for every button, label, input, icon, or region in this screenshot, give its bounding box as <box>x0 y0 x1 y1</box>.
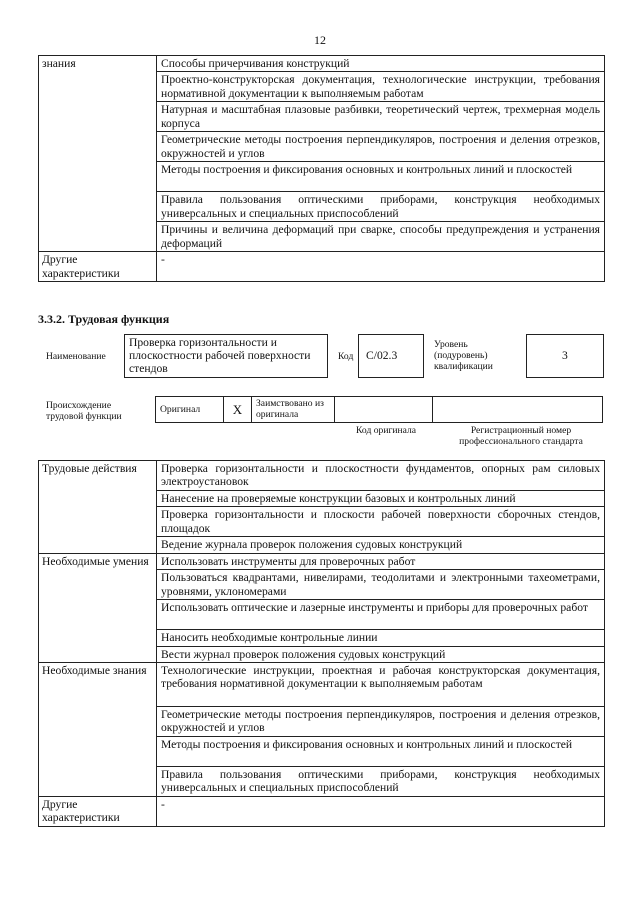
table-row <box>39 663 605 707</box>
table-cell: Нанесение на проверяемые конструкции базовых и контрольных линий <box>157 491 605 507</box>
row-label-knowledge: знания <box>39 56 157 252</box>
table-cell: Геометрические методы построения перпендикуляров, построения и деления отрезков, окружностей и углов <box>157 707 605 737</box>
reg-number-label: Регистрационный номер профессионального стандарта <box>459 425 583 447</box>
page-number: 12 <box>314 33 326 47</box>
table-cell: Вести журнал проверок положения судовых конструкций <box>157 646 605 662</box>
table-cell: Натурная и масштабная плазовые разбивки, теоретический чертеж, трехмерная модель корпуса <box>157 102 605 132</box>
table-row <box>156 397 603 423</box>
table-cell: Причины и величина деформаций при сварке, способы предупреждения и устранения деформаций <box>157 222 605 252</box>
table-cell: - <box>157 252 605 282</box>
level-label: Уровень (подуровень) квалификации <box>434 339 493 372</box>
code-original-label: Код оригинала <box>356 425 417 436</box>
origin-table <box>155 396 603 423</box>
table-cell: Методы построения и фиксирования основных и контрольных линий и плоскостей <box>157 162 605 192</box>
original-mark: X <box>224 397 252 423</box>
table-cell: Использовать оптические и лазерные инструменты и приборы для проверочных работ <box>157 600 605 630</box>
table-row <box>39 252 605 282</box>
row-label-other: Другие характеристики <box>39 252 157 282</box>
level-box <box>526 334 604 378</box>
function-name: Проверка горизонтальности и плоскостности рабочей поверхности стендов <box>129 336 311 375</box>
borrowed-label: Заимствовано из оригинала <box>252 397 335 423</box>
code-label: Код <box>338 351 354 362</box>
original-label: Оригинал <box>156 397 224 423</box>
table-cell: Правила пользования оптическими приборами, конструкция необходимых универсальных и специальных приспособлений <box>157 192 605 222</box>
section-title: 3.3.2. Трудовая функция <box>38 312 170 326</box>
table-cell: Проверка горизонтальности и плоскостности фундаментов, опорных рам силовых электроустановок <box>157 461 605 491</box>
table-cell <box>335 397 433 423</box>
table-cell: Технологические инструкции, проектная и рабочая конструкторская документация, требования нормативной документации к выполняемым работам <box>157 663 605 707</box>
table-cell: Ведение журнала проверок положения судовых конструкций <box>157 537 605 553</box>
table-row <box>39 461 605 491</box>
table-cell: Геометрические методы построения перпендикуляров, построения и деления отрезков, окружностей и углов <box>157 132 605 162</box>
table-cell: Методы построения и фиксирования основных и контрольных линий и плоскостей <box>157 737 605 767</box>
row-label-skills: Необходимые умения <box>39 553 157 662</box>
table-row <box>39 553 605 569</box>
level-value: 3 <box>562 349 568 362</box>
table-cell: Пользоваться квадрантами, нивелирами, теодолитами и электронными тахеометрами, уровнями, уклономерами <box>157 570 605 600</box>
table-row <box>39 56 605 72</box>
code-box <box>358 334 424 378</box>
table-cell: Проверка горизонтальности и плоскости рабочей поверхности сборочных стендов, площадок <box>157 507 605 537</box>
knowledge-continuation-table <box>38 55 605 282</box>
row-label-other: Другие характеристики <box>39 797 157 827</box>
table-cell: Наносить необходимые контрольные линии <box>157 630 605 646</box>
code-value: С/02.3 <box>366 349 398 362</box>
table-cell: Правила пользования оптическими приборами, конструкция необходимых универсальных и специальных приспособлений <box>157 767 605 797</box>
row-label-knowledge: Необходимые знания <box>39 663 157 797</box>
table-cell: - <box>157 797 605 827</box>
table-cell: Способы причерчивания конструкций <box>157 56 605 72</box>
table-cell: Проектно-конструкторская документация, технологические инструкции, требования нормативной документации к выполняемым работам <box>157 72 605 102</box>
name-label: Наименование <box>46 351 106 362</box>
table-cell <box>433 397 603 423</box>
labor-function-table <box>38 460 605 827</box>
function-name-box <box>124 334 328 378</box>
table-cell: Использовать инструменты для проверочных работ <box>157 553 605 569</box>
origin-label: Происхождение трудовой функции <box>46 400 122 422</box>
table-row <box>39 797 605 827</box>
row-label-actions: Трудовые действия <box>39 461 157 554</box>
